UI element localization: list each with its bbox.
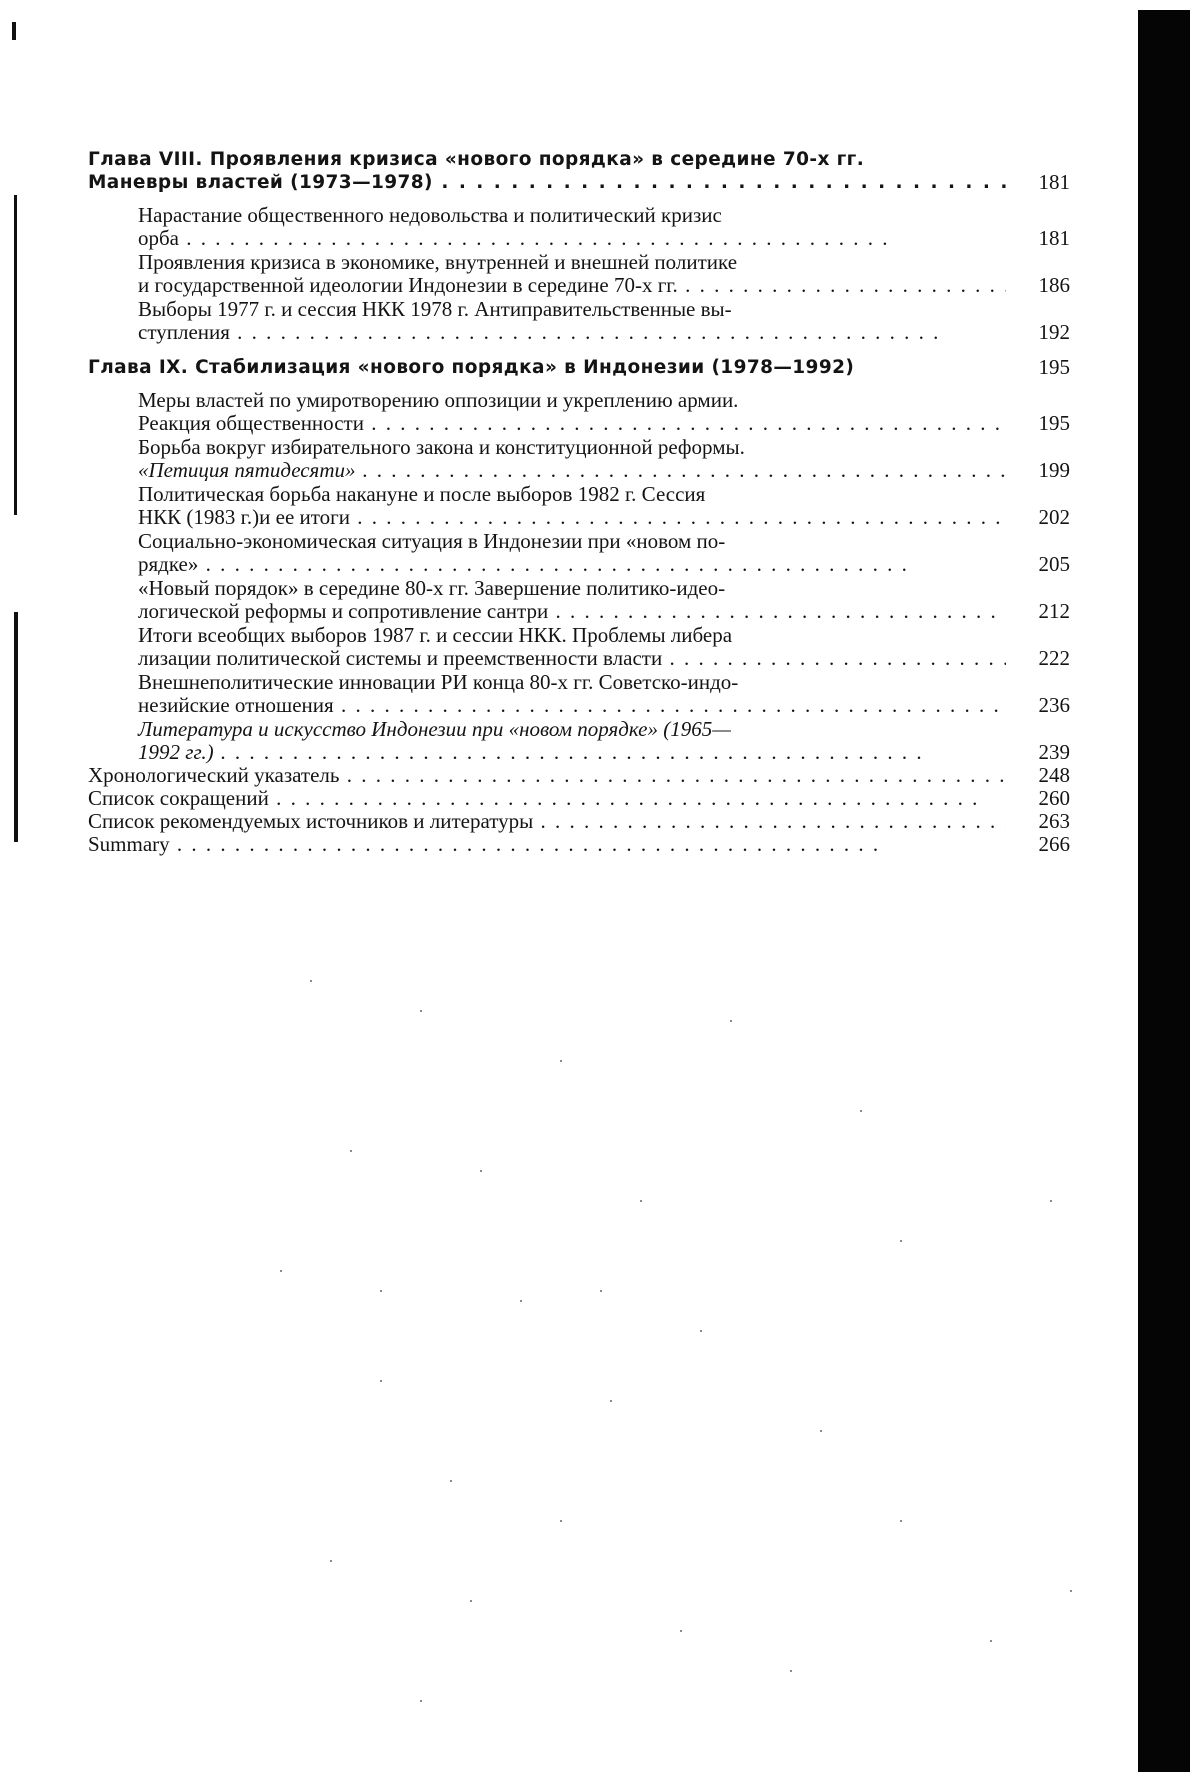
scan-speck — [680, 1630, 682, 1632]
scan-speck — [1070, 1590, 1072, 1592]
scan-speck — [520, 1300, 522, 1302]
back-matter-title: Список рекомендуемых источников и литературы . . — [88, 810, 1006, 833]
page-number: 236 — [1038, 693, 1070, 717]
section-title-line: Борьба вокруг избирательного закона и конституционной реформы. — [138, 435, 745, 459]
scan-speck — [310, 980, 312, 982]
scan-speck — [730, 1020, 732, 1022]
section-title-line: Литература и искусство Индонезии при «новом порядке» (1965— — [138, 717, 731, 741]
toc-back-matter[interactable] — [88, 810, 1070, 833]
toc-section[interactable] — [88, 718, 1070, 764]
page-number: 248 — [1038, 763, 1070, 787]
chapter-title-line: Глава VIII. Проявления кризиса «нового порядка» в середине 70-х гг. — [88, 149, 865, 170]
toc-back-matter[interactable] — [88, 764, 1070, 787]
section-title-line: Политическая борьба накануне и после выборов 1982 г. Сессия — [138, 482, 706, 506]
section-title-line: логической реформы и сопротивление сантри . . — [138, 600, 1006, 623]
toc-section[interactable] — [88, 251, 1070, 297]
section-title-line: «Петиция пятидесяти» . . — [138, 459, 1006, 482]
scan-speck — [990, 1640, 992, 1642]
back-matter-title: Хронологический указатель . . — [88, 764, 1006, 787]
section-title-line: Нарастание общественного недовольства и политический кризис — [138, 203, 722, 227]
scan-speck — [420, 1700, 422, 1702]
toc-section[interactable] — [88, 671, 1070, 717]
scan-speck — [330, 1560, 332, 1562]
section-title-line: ступления . . — [138, 321, 1006, 344]
scan-speck — [900, 1520, 902, 1522]
scan-speck — [380, 1380, 382, 1382]
page-number: 192 — [1038, 320, 1070, 344]
section-title-line: 1992 гг.) . . — [138, 741, 1006, 764]
scan-speck — [280, 1270, 282, 1272]
section-title-line: Итоги всеобщих выборов 1987 г. и сессии НКК. Проблемы либера — [138, 623, 733, 647]
scan-mark — [12, 22, 16, 40]
scan-mark — [14, 195, 17, 515]
scan-speck — [860, 1110, 862, 1112]
page-number: 181 — [1038, 226, 1070, 250]
page-number: 222 — [1038, 646, 1070, 670]
toc-chapter-8[interactable] — [88, 148, 1070, 194]
page-number: 195 — [1038, 355, 1070, 379]
scan-speck — [790, 1670, 792, 1672]
chapter-title-line: Маневры властей (1973—1978) . . — [88, 171, 1006, 194]
scan-speck — [610, 1400, 612, 1402]
section-title-line: «Новый порядок» в середине 80-х гг. Завершение политико-идео- — [138, 576, 726, 600]
table-of-contents — [88, 148, 1070, 856]
section-title-line: НКК (1983 г.)и ее итоги . . — [138, 506, 1006, 529]
section-title-line: лизации политической системы и преемственности власти . . — [138, 647, 1006, 670]
section-title-line: незийские отношения . . — [138, 694, 1006, 717]
section-title-line: орба . . — [138, 227, 1006, 250]
back-matter-title: Список сокращений . . — [88, 787, 1006, 810]
page-number: 260 — [1038, 786, 1070, 810]
scan-speck — [480, 1170, 482, 1172]
scan-speck — [470, 1600, 472, 1602]
page-number: 186 — [1038, 273, 1070, 297]
page-number: 195 — [1038, 411, 1070, 435]
page-number: 199 — [1038, 458, 1070, 482]
scan-speck — [560, 1520, 562, 1522]
toc-section[interactable] — [88, 624, 1070, 670]
scan-mark — [14, 612, 18, 842]
back-matter-title: Summary . . — [88, 833, 1006, 856]
scan-speck — [600, 1290, 602, 1292]
page-number: 263 — [1038, 809, 1070, 833]
page-number: 181 — [1038, 170, 1070, 194]
toc-section[interactable] — [88, 204, 1070, 250]
section-title-line: рядке» . . — [138, 553, 1006, 576]
toc-chapter-9[interactable] — [88, 356, 1070, 379]
section-title-line: Социально-экономическая ситуация в Индонезии при «новом по- — [138, 529, 726, 553]
scan-speck — [1050, 1200, 1052, 1202]
toc-section[interactable] — [88, 483, 1070, 529]
chapter-title-line: Глава IX. Стабилизация «нового порядка» в Индонезии (1978—1992) — [88, 357, 855, 378]
page-number: 202 — [1038, 505, 1070, 529]
toc-section[interactable] — [88, 530, 1070, 576]
scan-speck — [420, 1010, 422, 1012]
section-title-line: Реакция общественности . . — [138, 412, 1006, 435]
toc-section[interactable] — [88, 298, 1070, 344]
toc-section[interactable] — [88, 577, 1070, 623]
scan-speck — [900, 1240, 902, 1242]
toc-section[interactable] — [88, 389, 1070, 435]
section-title-line: Внешнеполитические инновации РИ конца 80-х гг. Советско-индо- — [138, 670, 739, 694]
section-title-line: Меры властей по умиротворению оппозиции и укреплению армии. — [138, 388, 739, 412]
page-number: 266 — [1038, 832, 1070, 856]
scan-speck — [350, 1150, 352, 1152]
scan-speck — [820, 1430, 822, 1432]
scan-speck — [560, 1060, 562, 1062]
toc-back-matter[interactable] — [88, 787, 1070, 810]
toc-back-matter[interactable] — [88, 833, 1070, 856]
page-number: 239 — [1038, 740, 1070, 764]
page-number: 205 — [1038, 552, 1070, 576]
section-title-line: и государственной идеологии Индонезии в середине 70-х гг. . . — [138, 274, 1006, 297]
page-number: 212 — [1038, 599, 1070, 623]
section-title-line: Выборы 1977 г. и сессия НКК 1978 г. Антиправительственные вы- — [138, 297, 732, 321]
toc-section[interactable] — [88, 436, 1070, 482]
scan-speck — [380, 1290, 382, 1292]
scan-speck — [450, 1480, 452, 1482]
scan-edge-shadow — [1138, 10, 1190, 1772]
scan-speck — [640, 1200, 642, 1202]
scan-speck — [700, 1330, 702, 1332]
section-title-line: Проявления кризиса в экономике, внутренней и внешней политике — [138, 250, 738, 274]
